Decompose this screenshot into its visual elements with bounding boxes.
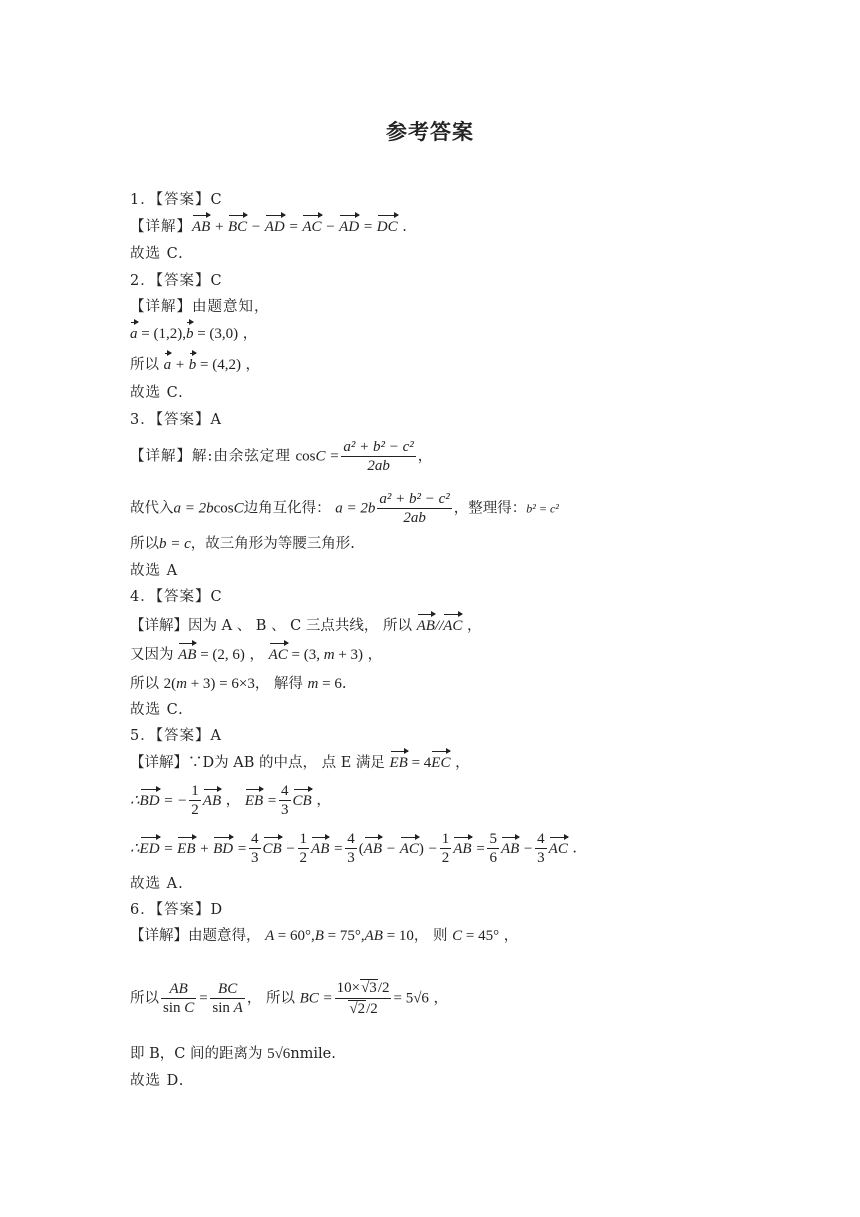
- detail-3-line-2: 故代入a = 2bcosC边角互化得： a = 2b $\frac{\text{a² + b² − c²}}{2ab}$ ，整理得：b² = c²: [130, 491, 559, 526]
- answer-6: 6．【答案】D: [130, 902, 224, 918]
- detail-4: 【详解】因为 A 、 B 、 C 三点共线， 所以 AB//AC ，: [130, 618, 482, 634]
- detail-4-line-2: 所以 2(m + 3) = 6×3， 解得 m = 6.: [130, 676, 347, 692]
- detail-5: 【详解】∵D为 AB 的中点， 点 E 满足 EB = 4EC ，: [130, 755, 470, 771]
- answer-3: 3．【答案】A: [130, 412, 222, 428]
- conclusion-5: 故选 A.: [130, 876, 184, 892]
- detail-6: 【详解】由题意得， A = 60°,B = 75°,AB = 10， 则 C = 45° ，: [130, 928, 519, 944]
- detail-5-line-2: ∴ED = EB + BD = $\frac{4}{3}$ CB − $\frac{1}{2}$ AB = $\frac{4}{3}$ (AB − AC) − $\frac{1}{2}$ AB = $\frac{5}{6}$ AB − $\frac{4}{3}$ AC .: [130, 831, 578, 866]
- answer-2: 2．【答案】C: [130, 273, 223, 289]
- conclusion-4: 故选 C.: [130, 702, 184, 718]
- detail-4-line-1: 又因为 AB = (2, 6) ， AC = (3, m + 3) ，: [130, 647, 383, 663]
- detail-5-line-1: ∴BD = − $\frac{1}{2}$ AB ， EB = $\frac{4}{3}$ CB ，: [130, 783, 331, 818]
- detail-3: 【详解】解:由余弦定理 cosC = $\frac{\text{a² + b² − c²}}{2ab}$ ，: [130, 439, 433, 474]
- detail-2-line-1: a = (1,2),b = (3,0) ，: [130, 326, 258, 342]
- answer-4: 4．【答案】C: [130, 589, 223, 605]
- detail-6-line-2: 所以 $\frac{AB}{\text{sin C}}$ = $\frac{BC}{\text{sin A}}$ ， 所以 BC = $\frac{10\times√3/2}{√2/2}$ = 5√6 ，: [130, 980, 449, 1017]
- detail-3-line-3: 所以b = c，故三角形为等腰三角形.: [130, 536, 355, 552]
- conclusion-3: 故选 A: [130, 563, 179, 579]
- conclusion-1: 故选 C.: [130, 246, 184, 262]
- detail-1: 【详解】AB + BC − AD = AC − AD = DC .: [130, 219, 407, 235]
- page-title: 参考答案: [386, 120, 474, 144]
- answer-1: 1．【答案】C: [130, 192, 223, 208]
- detail-2: 【详解】由题意知，: [130, 299, 270, 315]
- conclusion-2: 故选 C.: [130, 385, 184, 401]
- detail-6-line-3: 即 B，C 间的距离为 5√6nmile.: [130, 1046, 336, 1062]
- detail-2-line-2: 所以 a + b = (4,2) ，: [130, 357, 261, 373]
- answer-5: 5．【答案】A: [130, 728, 222, 744]
- conclusion-6: 故选 D.: [130, 1073, 185, 1089]
